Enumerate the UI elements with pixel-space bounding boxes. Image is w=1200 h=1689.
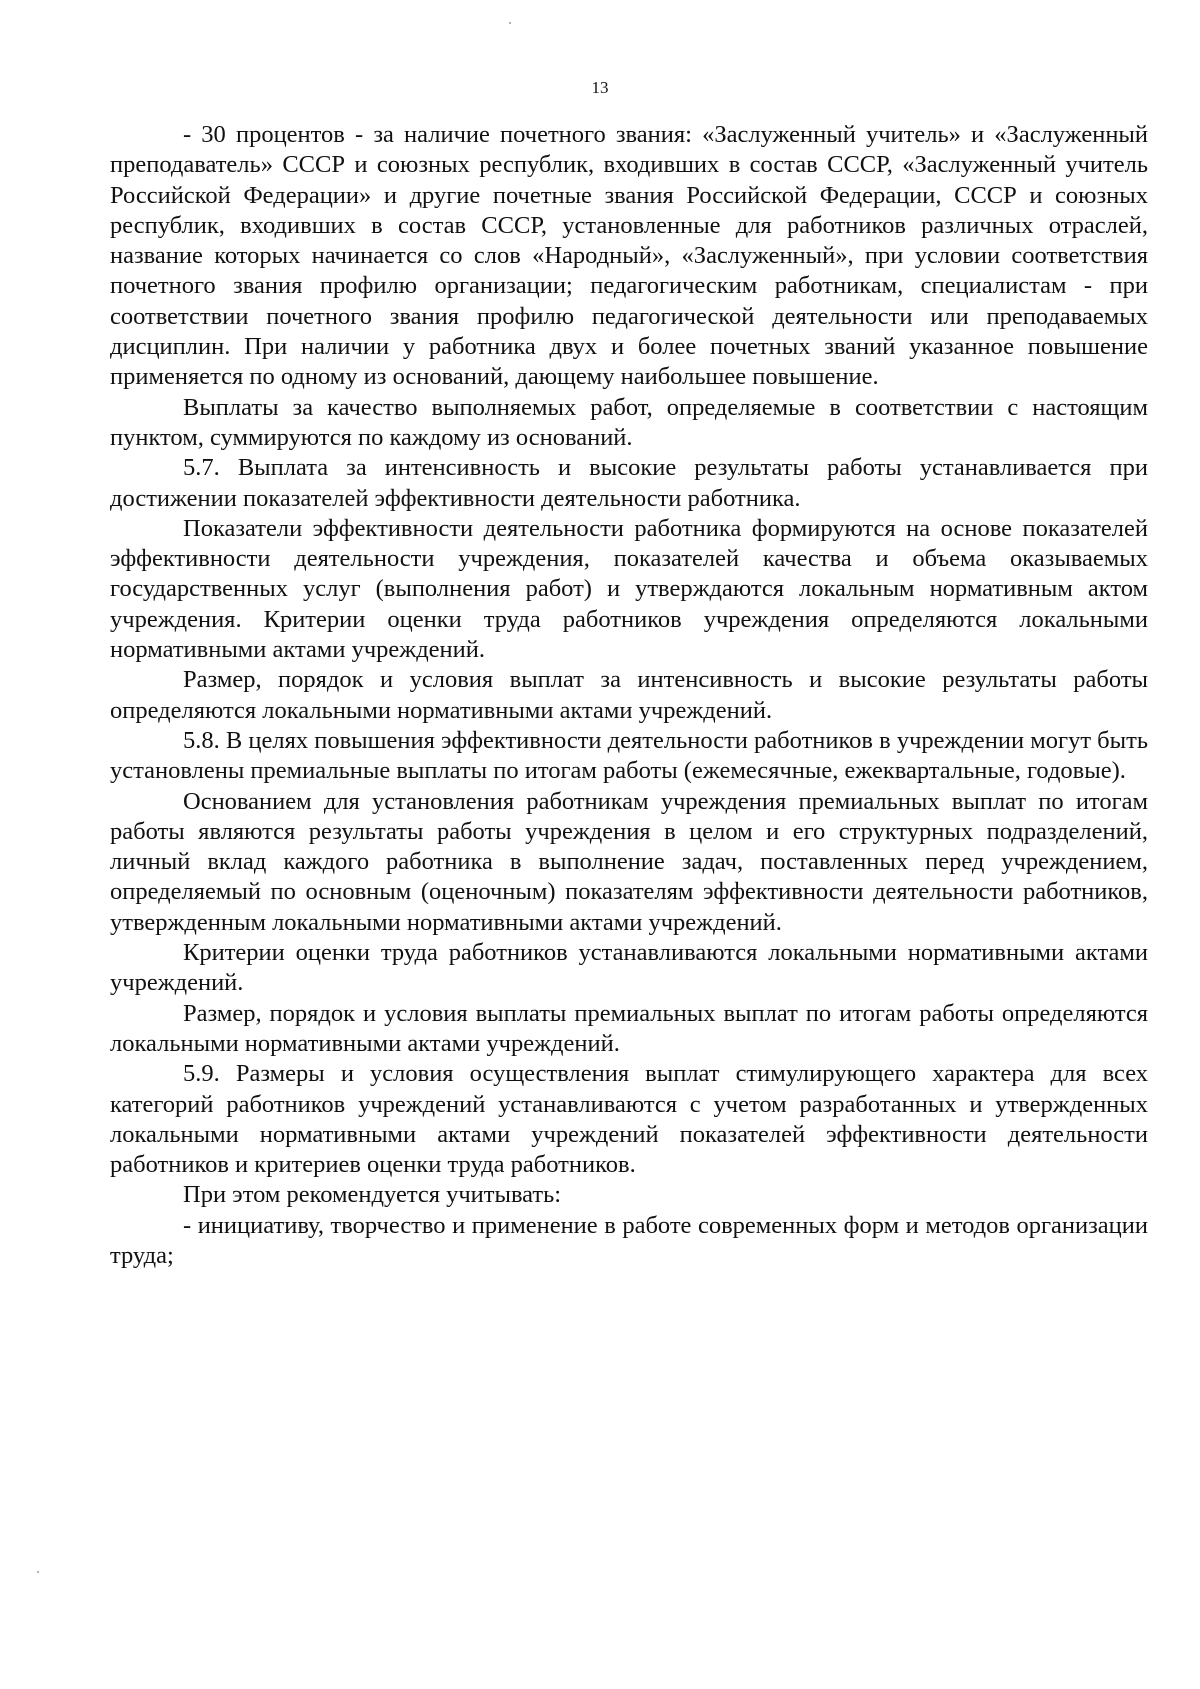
paragraph-quality-payments-summed: Выплаты за качество выполняемых работ, определяемые в соответствии с настоящим пунктом, суммируются по каждому из оснований. bbox=[110, 393, 1148, 451]
paragraph-5-8-bonus-payments: 5.8. В целях повышения эффективности деятельности работников в учреждении могут быть установлены премиальные выплаты по итогам работы (ежемесячные, ежеквартальные, годовые). bbox=[110, 726, 1148, 785]
page-number: 13 bbox=[591, 78, 609, 97]
paragraph-bonus-basis: Основанием для установления работникам учреждения премиальных выплат по итогам работы являются результаты работы учреждения в целом и его структурных подразделений, личный вклад каждого работника в выполнение задач, поставленных перед учреждением, определяемый по основным (оценочным) показателям эффективности деятельности работников, утвержденным локальными нормативными актами учреждений. bbox=[110, 787, 1148, 936]
paragraph-5-7-intensity-payment: 5.7. Выплата за интенсивность и высокие результаты работы устанавливается при достижении показателей эффективности деятельности работника. bbox=[110, 454, 1148, 512]
paragraph-bonus-payment-terms: Размер, порядок и условия выплаты премиальных выплат по итогам работы определяются локальными нормативными актами учреждений. bbox=[110, 999, 1148, 1057]
document-body bbox=[110, 120, 1148, 1271]
paragraph-intensity-payment-terms: Размер, порядок и условия выплат за интенсивность и высокие результаты работы определяются локальными нормативными актами учреждений. bbox=[110, 666, 1148, 724]
scan-speck bbox=[37, 1571, 39, 1573]
paragraph-honorary-title-bonus: - 30 процентов - за наличие почетного звания: «Заслуженный учитель» и «Заслуженный преподаватель» СССР и союзных республик, входивших в состав СССР, «Заслуженный учитель Российской Федерации» и другие почетные звания Российской Федерации, СССР и союзных республик, входивших в состав СССР, установленные для работников различных отраслей, название которых начинается со слов «Народный», «Заслуженный», при условии соответствия почетного звания профилю организации; педагогическим работникам, специалистам - при соответствии почетного звания профилю педагогической деятельности или преподаваемых дисциплин. При наличии у работника двух и более почетных званий указанное повышение применяется по одному из оснований, дающему наибольшее повышение. bbox=[110, 121, 1148, 391]
scan-speck bbox=[509, 22, 511, 24]
paragraph-initiative-item: - инициативу, творчество и применение в работе современных форм и методов организации труда; bbox=[110, 1211, 1148, 1269]
paragraph-recommendations-intro: При этом рекомендуется учитывать: bbox=[183, 1181, 562, 1209]
paragraph-evaluation-criteria: Критерии оценки труда работников устанавливаются локальными нормативными актами учреждений. bbox=[110, 939, 1148, 997]
paragraph-efficiency-indicators: Показатели эффективности деятельности работника формируются на основе показателей эффективности деятельности учреждения, показателей качества и объема оказываемых государственных услуг (выполнения работ) и утверждаются локальным нормативным актом учреждения. Критерии оценки труда работников учреждения определяются локальными нормативными актами учреждений. bbox=[110, 514, 1148, 664]
paragraph-5-9-incentive-payments: 5.9. Размеры и условия осуществления выплат стимулирующего характера для всех категорий работников учреждений устанавливаются с учетом разработанных и утвержденных локальными нормативными актами учреждений показателей эффективности деятельности работников и критериев оценки труда работников. bbox=[110, 1060, 1148, 1179]
